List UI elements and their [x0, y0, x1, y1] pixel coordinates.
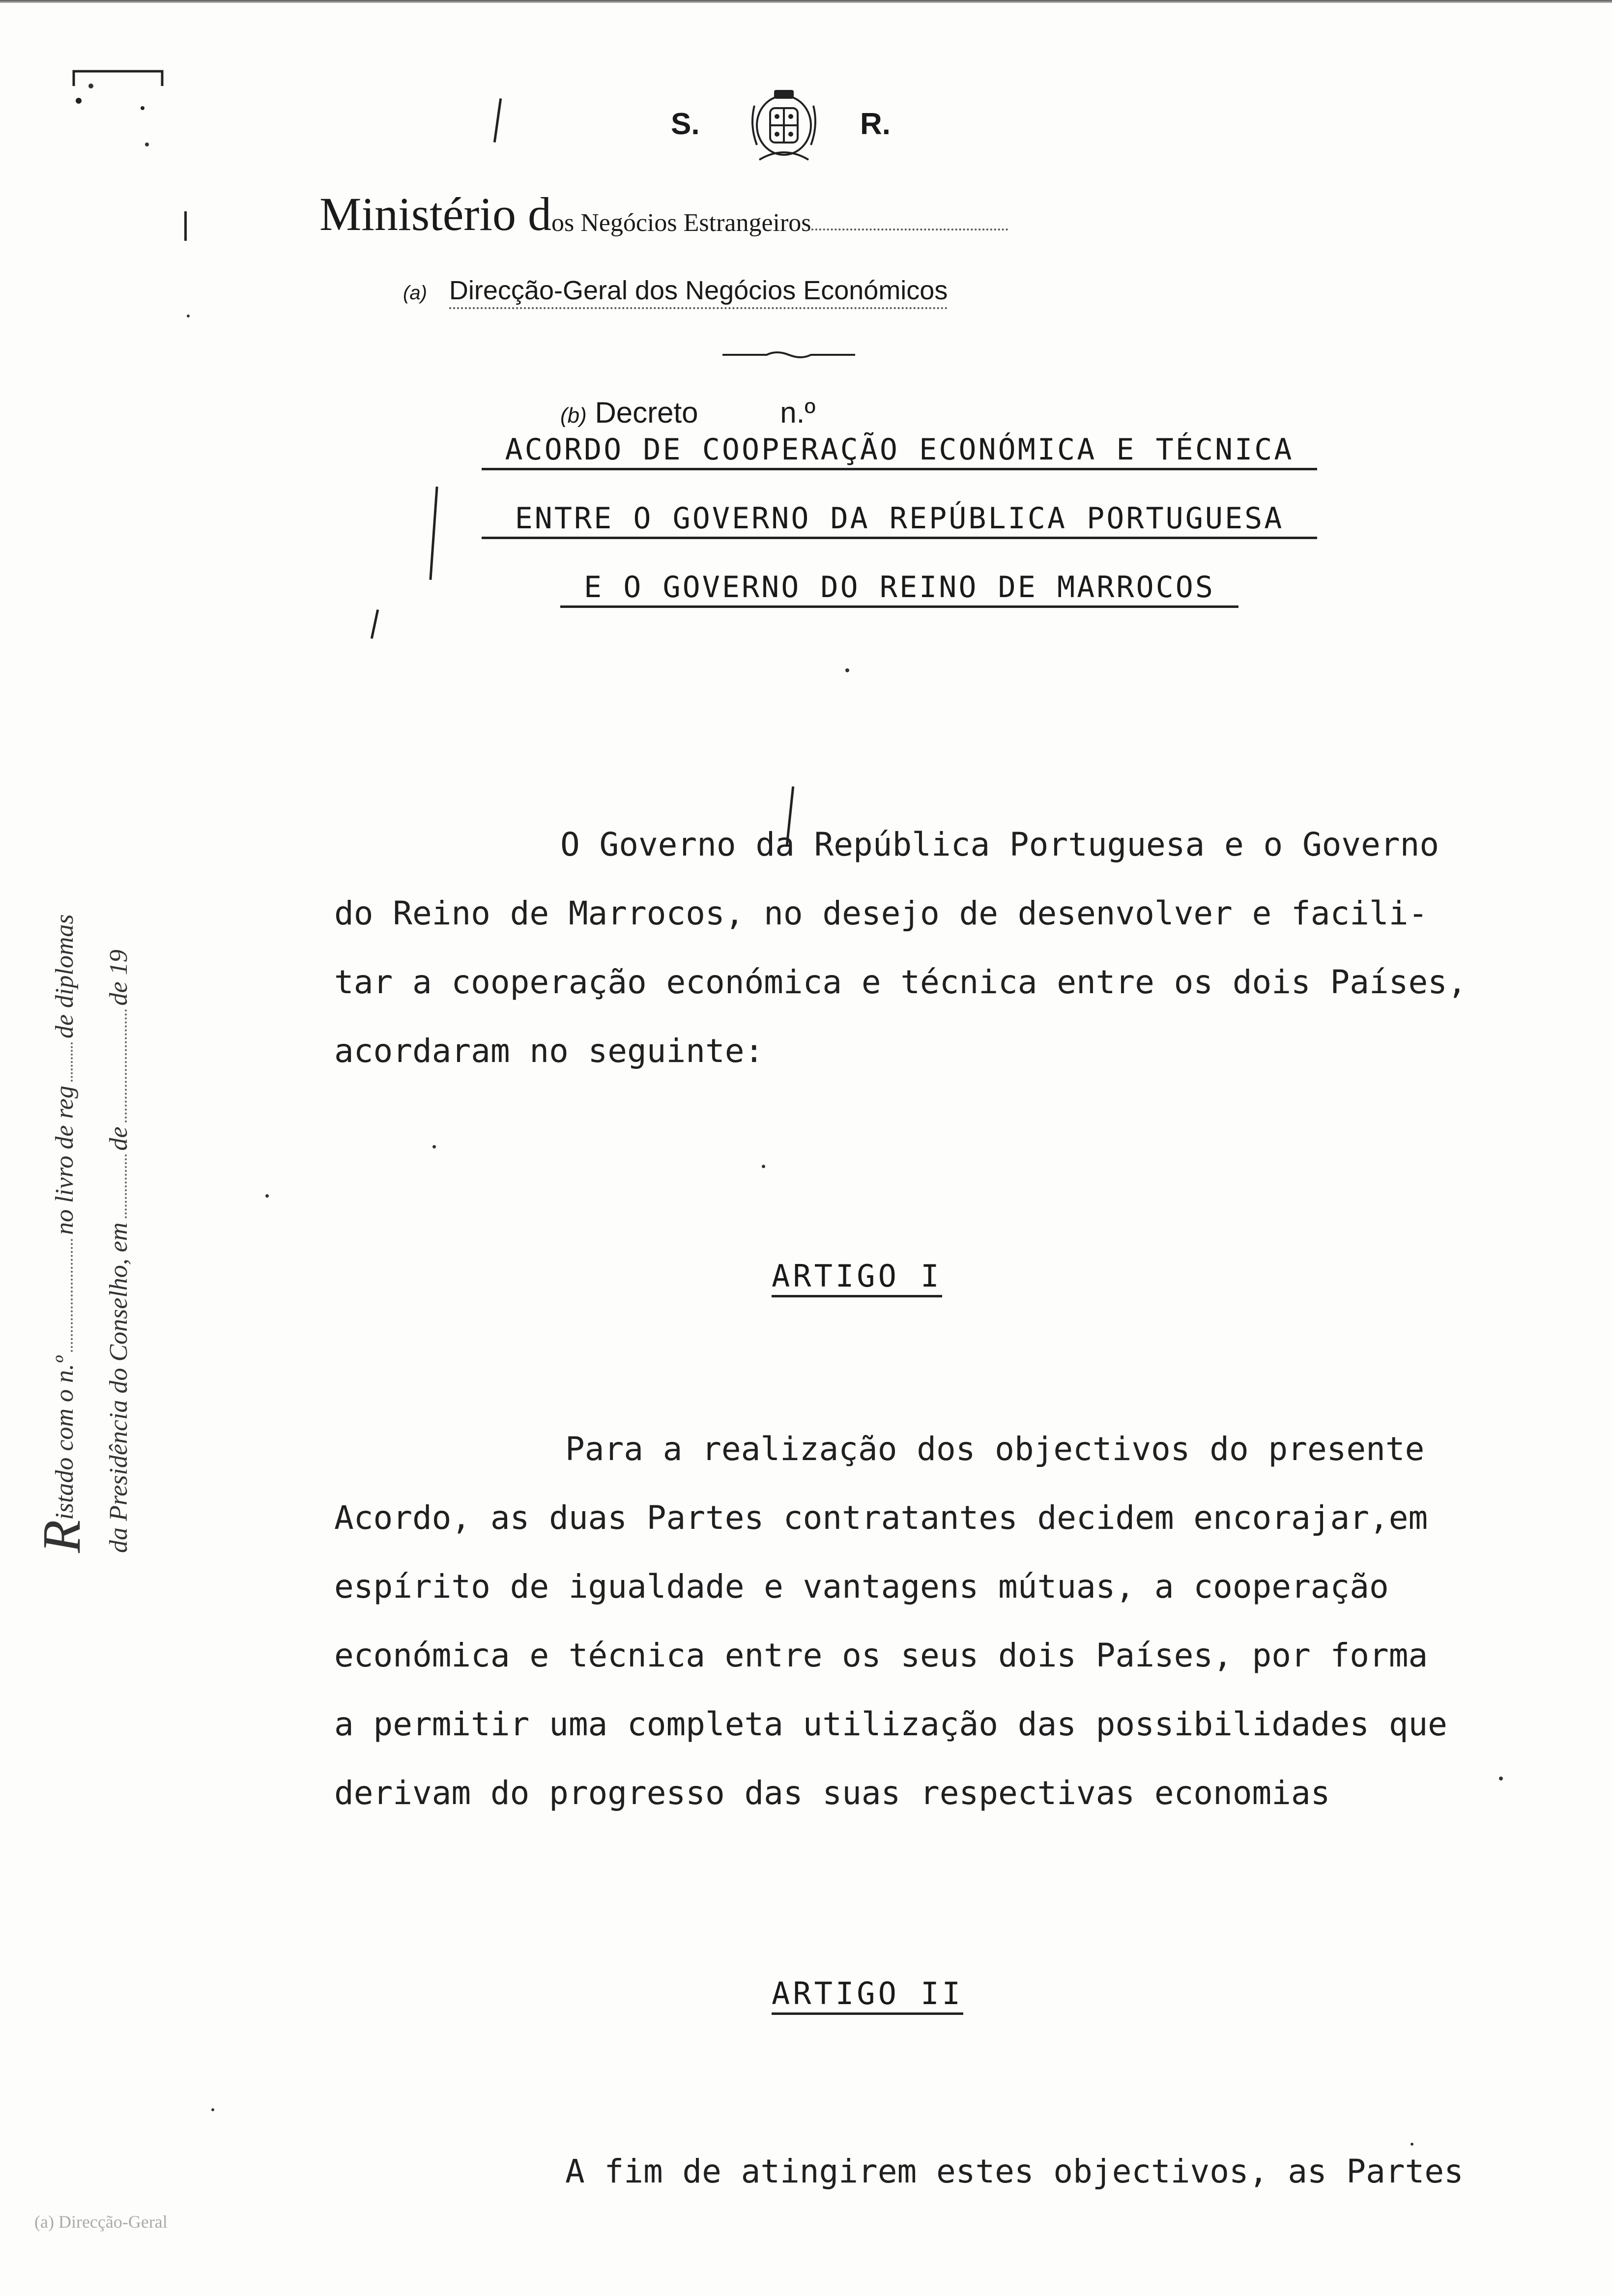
title-line-3: E O GOVERNO DO REINO DE MARROCOS [560, 570, 1238, 608]
direction-mark: (a) [403, 282, 427, 304]
article-1-line: Para a realização dos objectivos do presente [565, 1430, 1425, 1468]
title-line-1: ACORDO DE COOPERAÇÃO ECONÓMICA E TÉCNICA [482, 432, 1317, 470]
paper-speck [432, 1145, 436, 1148]
fill-in-dots [125, 1009, 127, 1122]
ministry-line [319, 187, 1302, 251]
fill-in-dots [811, 229, 1008, 230]
paper-speck [211, 2108, 214, 2111]
preamble-line: O Governo da República Portuguesa e o Governo [560, 826, 1439, 863]
ministry-prefix: Ministério d [319, 188, 551, 240]
title-line-2: ENTRE O GOVERNO DA REPÚBLICA PORTUGUESA [482, 501, 1317, 539]
margin-note-text: no livro de reg [51, 1086, 79, 1235]
article-2-heading: ARTIGO II [772, 1976, 963, 2015]
letterhead-s: S. [671, 107, 700, 141]
article-1-line: Acordo, as duas Partes contratantes decidem encorajar,em [334, 1499, 1428, 1537]
margin-note-text: de 19 [105, 949, 133, 1006]
margin-note-text: istado com o n.º [51, 1355, 79, 1520]
top-edge-shadow [0, 0, 1612, 3]
paper-speck [88, 84, 93, 88]
margin-note-text: de diplomas [51, 914, 79, 1039]
pen-stroke [184, 211, 187, 241]
decree-number-label: n.º [780, 396, 816, 429]
coat-of-arms-icon [740, 86, 828, 170]
margin-note-line-2 [92, 619, 146, 1553]
paper-speck [1410, 2143, 1413, 2146]
paper-speck [187, 315, 190, 317]
article-1-line: derivam do progresso das suas respectivas economias [334, 1774, 1330, 1812]
article-1-line: económica e técnica entre os seus dois Países, por forma [334, 1636, 1428, 1674]
margin-note-initial: R [31, 1520, 91, 1553]
paper-speck [762, 1165, 765, 1168]
ministry-name: os Negócios Estrangeiros [551, 209, 811, 237]
decree-line [560, 396, 815, 430]
corner-bracket-mark [69, 66, 167, 111]
paper-speck [265, 1194, 269, 1198]
margin-registration-note [31, 619, 138, 1553]
decree-mark: (b) [560, 403, 587, 428]
margin-note-text: da Presidência do Conselho, em [105, 1222, 133, 1553]
direction-text: Direcção-Geral dos Negócios Económicos [449, 276, 948, 309]
footnote: (a) Direcção-Geral [34, 2212, 168, 2232]
preamble-line: tar a cooperação económica e técnica entre os dois Países, [334, 963, 1467, 1001]
decree-label: Decreto [595, 396, 698, 429]
pen-stroke [429, 487, 438, 580]
article-1-line: espírito de igualdade e vantagens mútuas, a cooperação [334, 1568, 1389, 1606]
paper-speck [845, 668, 849, 672]
pen-stroke [493, 98, 502, 143]
divider-flourish [722, 350, 855, 360]
letterhead [654, 86, 949, 174]
direction-line [403, 275, 948, 306]
fill-in-dots [125, 1154, 127, 1218]
margin-note-text: de [105, 1126, 133, 1151]
article-1-heading: ARTIGO I [772, 1258, 942, 1297]
margin-note-line-1 [31, 619, 92, 1553]
letterhead-r: R. [860, 107, 891, 141]
article-2-line: A fim de atingirem estes objectivos, as Partes [565, 2152, 1464, 2190]
fill-in-dots [71, 1239, 73, 1352]
paper-speck [1499, 1777, 1503, 1780]
article-1-line: a permitir uma completa utilização das possibilidades que [334, 1705, 1447, 1743]
fill-in-dots [71, 1042, 73, 1082]
pen-stroke [371, 609, 379, 639]
preamble-line: do Reino de Marrocos, no desejo de desenvolver e facili- [334, 894, 1428, 932]
preamble-line: acordaram no seguinte: [334, 1032, 764, 1070]
paper-speck [145, 143, 149, 146]
